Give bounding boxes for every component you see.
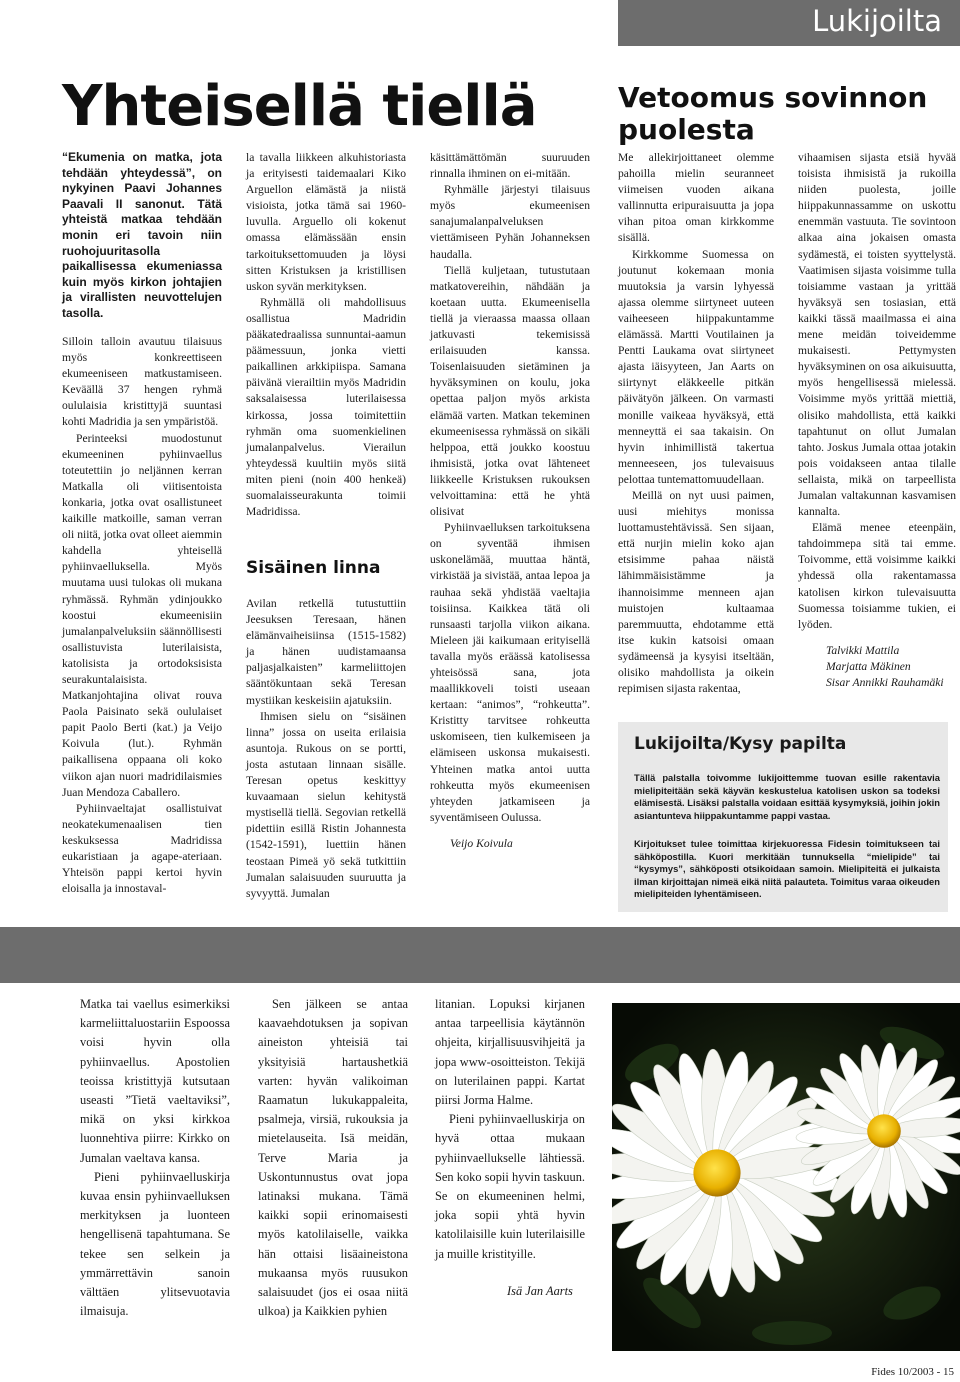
paragraph: litanian. Lopuksi kirjanen antaa tarpeellisia käytännön ohjeita, kirjallisuusvihjeitä ja jopa www-osoitteiston. Tekijä on luterilainen pappi. Kartat piirsi Jorma Halme.	[435, 997, 585, 1108]
signature-name: Talvikki Mattila	[826, 643, 900, 657]
paragraph: Pieni pyhiinvaelluskirja on hyvä ottaa mukaan pyhiinvaellukselle lähtiessä. Sen koko sopii hyvin taskuun. Se on ekumeeninen helmi, joka sopii yhtä hyvin katolilaisille kuin luterilaisille ja muille kristityille.	[435, 1112, 585, 1261]
section-banner-label: Lukijoilta	[812, 4, 942, 38]
paragraph: Pyhiinvaeltajat osallistuivat neokatekumenaalisen tien keskuksessa Madridissa eukaristiaan ja agape-ateriaan. Yhteisön pappi kertoi hyvin eloisalla ja innostaval-	[62, 801, 222, 896]
review-column-1	[80, 995, 230, 1321]
article-column-1	[62, 334, 222, 897]
paragraph: Pieni pyhiinvaelluskirja kuvaa ensin pyhiinvaelluksen merkityksen ja luonteen hengellisenä tapahtumana. Se tekee sen selkein ja ymmärrettävin sanoin välttäen ylitsevuotavia ilmaisuja.	[80, 1169, 230, 1319]
paragraph: Silloin talloin avautuu tilaisuus myös konkreettiseen ekumeeniseen matkustamiseen. Keväällä 37 hengen ryhmä oululaisia kristittyjä suuntasi kohti Madridia ja sen ympäristöä.	[62, 335, 222, 429]
article-title: Yhteisellä tiellä	[62, 74, 537, 139]
paragraph: Tiellä kuljetaan, tutustutaan matkatovereihin, nähdään ja koetaan uutta. Ekumeenisella tiellä ja vieraassa maassa ollaan jatkuvasti tekemisissä erilaisuuden kanssa. Toisenlaisuuden sietäminen ja hyväksyminen on koulu, joka opettaa paljon myös arkista elämää varten. Matkan tekeminen ekumeenisessa ryhmässä on sikäli helppoa, että joukko koostuu ihmisistä, jotka ovat lähteneet liikkeelle Kristuksen rukouksen velvoittamina: että he yhtä olisivat	[430, 263, 590, 519]
paragraph: Avilan retkellä tutustuttiin Jeesuksen Teresaan, hänen elämänvaiheisiinsa (1515-1582) ja hänen uudistamaansa paljasjalkaisten” karmeliittojen sääntökuntaan sekä Teresan mystiikan keskeisiin ajatuksiin.	[246, 597, 406, 707]
paragraph: Perinteeksi muodostunut ekumeeninen pyhiinvaellus toteutettiin jo neljännen kerran Matkalla oli viitisentoista konkaria, jotka ovat osallistuneet kaikille matkoille, saman verran oli niitä, jotka ovat olleet aiemmin kahdella yhteisellä pyhiinvaelluksella. Myös muutama uusi tulokas oli mukana ryhmässä. Ryhmän ydinjoukko koostui ekumeenisiin jumalanpalveluksiin säännöllisesti osallistuvista luterilaisista, katolisista ja ortodoksisista seurakuntalaisista. Matkanjohtajina olivat rouva Paola Paisinato sekä oululaiset papit Paolo Berti (kat.) ja Veijo Koivula (lut.). Ryhmän paikallisena oppaana oli koko viikon ajan nuori madridilaismies Juan Mendoza Caballero.	[62, 431, 222, 799]
signature-name: Marjatta Mäkinen	[826, 659, 911, 673]
section-banner	[618, 0, 960, 46]
paragraph: Kirkkomme Suomessa on joutunut kokemaan monia muutoksia ja varsin lyhyessä ajassa olemme siirtyneet uuteen vaiheeseen hiippakuntamme elämässä. Martti Voutilainen ja Pentti Laukama ovat siirtyneet ajasta iäisyyteen, Jan Aarts on siirtynyt eläkkeelle pitkän päivätyön jälkeen. On varmasti monille vaikeaa hyväksyä, että menneyttä ei saa takaisin. On hyvin inhimillistä takertua menneeseen, jos tulevaisuus pelottaa tuntemattomuudellaan.	[618, 247, 774, 486]
author-signature: Veijo Koivula	[450, 836, 513, 850]
subheading: Sisäinen linna	[246, 558, 381, 578]
page-footer: Fides 10/2003 - 15	[871, 1366, 954, 1378]
info-box-title: Lukijoilta/Kysy papilta	[634, 734, 847, 754]
paragraph: Matka tai vaellus esimerkiksi karmeliittaluostariin Espoossa voisi hyvin olla pyhiinvaellus. Apostolien teoissa kristittyjä kutsutaan useasti ”Tietä vaeltaviksi”, mikä on yksi kirkkoa luonnehtiva piirre: Kirkko on Jumalan vaeltava kansa.	[80, 997, 230, 1165]
paragraph: vihaamisen sijasta etsiä hyvää toisista ihmisistä ja rukoilla niiden puolesta, joille hiippakunnassamme on uskottu enemmän vastuuta. Tie sovintoon alkaa aina jokaisen omasta sydämestä, ei toisten syyttelystä. Vaatimisen sijasta voisimme tulla toisiamme vastaan ja yrittää hyväksyä sen tosiasian, että kaikki tässä maailmassa ei aina mene meidän toiveidemme mukaisesti. Pettymysten hyväksyminen on osa aikuisuutta, myös hengellisessä mielessä. Voisimme myös yrittää miettiä, olisiko mahdollista, että kaikki tapahtunut on ollut Jumalan tahto. Joskus Jumala ottaa jotakin pois voidakseen antaa tilalle sellaista, mikä on tarpeellista Jumalan valtakunnan kasvamisen kannalta.	[798, 151, 956, 519]
author-signature: Isä Jan Aarts	[507, 1283, 573, 1298]
review-column-3	[435, 995, 585, 1301]
letter-column-2	[798, 150, 956, 691]
article-column-3	[430, 150, 590, 852]
letter-column-1	[618, 150, 774, 697]
paragraph: Ryhmällä oli mahdollisuus osallistua Madridin pääkatedraalissa sunnuntai-aamun päämessuun, jonka vietti paikallinen arkkipiispa. Samana päivänä vierailtiin myös Madridin saksalaisessa luterilaisessa kirkossa, jossa toimitettiin ryhmän oma suomenkielinen jumalanpalvelus. Vierailun yhteydessä kuultiin myös siitä miten pieni (noin 400 henkeä) suomalaisseurakunta toimii Madridissa.	[246, 295, 406, 519]
info-box-text: Kirjoitukset tulee toimittaa kirjekuoressa Fidesin toimitukseen tai sähköpostilla. Kuori merkitään tunnuksella “mielipide” tai “kysymys”, sähköposti otsikoidaan samoin. Mielipiteitä ei julkaista ilman kirjoittajan nimeä eikä niitä palauteta. Toimitus varaa oikeuden mielipiteiden lyhentämiseen.	[634, 838, 940, 900]
paragraph: Ihmisen sielu on “sisäinen linna” jossa on useita erilaisia asuntoja. Rukous on se portti, josta astutaan linnaan sisälle. Teresan opetus keskittyy kuvaamaan sielun kehitystä mystisellä tiellä. Segovian retkellä pidettiin esillä Ristin Johannesta (1542-1591), luettiin hänen teostaan Pimeä yö sekä tutkittiin Jumalan salaisuuden suuruutta ja syvyyttä. Jumalan	[246, 709, 406, 900]
review-column-2	[258, 995, 408, 1321]
paragraph: käsittämättömän suuruuden rinnalla ihminen on ei-mitään.	[430, 151, 590, 181]
paragraph: Sen jälkeen se antaa kaavaehdotuksen ja sopivan aineiston yhteisiä tai yksityisiä hartaushetkiä varten: hyvän valikoiman Raamatun lukukappaleita, psalmeja, virsiä, rukouksia ja mietelauseita. Isä meidän, Terve Maria ja Uskontunnustus ovat jopa latinaksi mukana. Tämä kaikki sopii erinomaisesti myös katolilaiselle, vaikka hän ottaisi lisäaineistona mukaansa myös ruusukon salaisuudet (jos ei osaa niitä ulkoa) ja Kaikkien pyhien	[258, 997, 408, 1319]
paragraph: la tavalla liikkeen alkuhistoriasta ja erityisesti taidemaalari Kiko Arguellon elämästä ja niistä visioista, jotka tämä sai 1960-luvulla. Arguello oli kokenut omassa elämässään ensin tarkoituksettomuuden ja löysi sitten Kristuksen ja kristillisen uskon syvän merkityksen.	[246, 151, 406, 293]
article-lead: “Ekumenia on matka, jota tehdään yhteydessä”, on nykyinen Paavi Johannes Paavali II sanonut. Tätä yhteistä matkaa tehdään monin eri tavoin niin ruohojuuritasolla paikallisessa ekumeniassa kuin myös kirkon johtajien ja virallisten neuvottelujen tasolla.	[62, 150, 222, 320]
section-divider-band	[0, 927, 960, 983]
article-column-2-continued	[246, 596, 406, 902]
paragraph: Meillä on nyt uusi paimen, uusi miehitys monissa luottamustehtävissä. Sen sijaan, että nurjin mielin koko ajan etsisimme pahaa näistä lähimmäisistämme ja ihannoisimme menneen ajan muistojen kultaamaa paremmuutta, ehdotamme että itse kukin katsoisi omaan sydämeensä ja kysyisi itseltään, olisiko mahdollista ja oikein repimisen sijasta rakentaa,	[618, 488, 774, 696]
paragraph: Me allekirjoittaneet olemme pahoilla mielin seuranneet viimeisen vuoden aikana vallinnutta eripuraisuutta ja jopa vihan pitoa oman kirkkomme sisällä.	[618, 151, 774, 245]
paragraph: Elämä menee eteenpäin, tahdoimmepa sitä tai emme. Toivomme, että voisimme kaikki yhdessä olla rakentamassa katolisen kirkon tulevaisuutta Suomessa toisiamme tukien, ei lyöden.	[798, 521, 956, 631]
daisy-flower-photo	[612, 1003, 960, 1351]
letter-title: Vetoomus sovinnon puolesta	[618, 81, 928, 146]
info-box-text: Tällä palstalla toivomme lukijoittemme tuovan esille rakentavia mielipiteitään sekä käyvän keskustelua katolisen uskon sa todeksi elämisestä. Lisäksi palstalla voidaan esittää kysymyksiä, joihin jokin asiantunteva hiippakuntamme pappi vastaa.	[634, 772, 940, 821]
paragraph: Pyhiinvaelluksen tarkoituksena on syventää ihmisen uskonelämää, muuttaa häntä, virkistää ja sivistää, antaa lepoa ja rauhaa sekä yhdistää vaeltajia toisiinsa. Kaikkea tätä oli runsaasti tarjolla viikon aikana. Mieleen jäi kaikumaan erityisellä tavalla myös eräässä katolisessa yhteisössä sana, jota maallikkoveli toisti useaan kertaan: “animos”, “rohkeutta”. Kristitty tarvitsee rohkeutta uskomiseen, tien kulkemiseen ja elämiseen uskonsa mukaisesti. Yhteinen matka antoi uutta rohkeutta myös ekumeenisen yhteyden jatkamiseen ja syventämiseen Oulussa.	[430, 521, 590, 824]
signature-name: Sisar Annikki Rauhamäki	[826, 675, 944, 689]
info-box	[618, 722, 948, 912]
signatures	[798, 643, 956, 691]
article-column-2	[246, 150, 406, 520]
daisy-illustration	[612, 1003, 960, 1351]
paragraph: Ryhmälle järjestyi tilaisuus myös ekumeenisen sanajumalanpalveluksen viettämiseen Pyhän Johanneksen haudalla.	[430, 183, 590, 261]
